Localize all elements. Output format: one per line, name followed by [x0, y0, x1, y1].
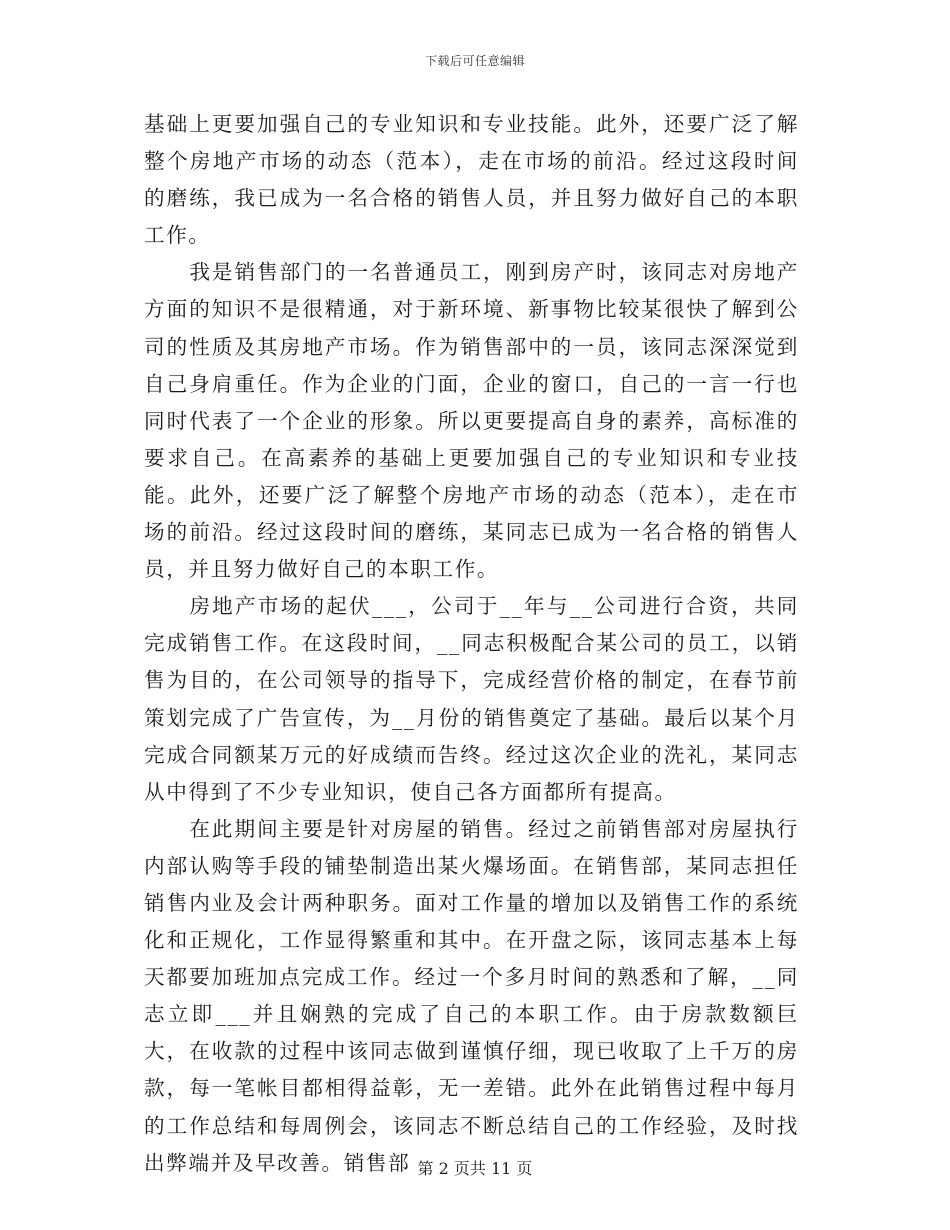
page-footer: 第 2 页共 11 页: [417, 1159, 533, 1178]
paragraph-1: 基础上更要加强自己的专业知识和专业技能。此外，还要广泛了解整个房地产市场的动态（范本），走在市场的前沿。经过这段时间的磨练，我已成为一名合格的销售人员，并且努力做好自己的本职工作。: [144, 112, 799, 248]
document-body: [144, 106, 799, 1182]
page-header: 下载后可任意编辑: [424, 54, 525, 68]
paragraph-2: 我是销售部门的一名普通员工，刚到房产时，该同志对房地产方面的知识不是很精通，对于新环境、新事物比较某很快了解到公司的性质及其房地产市场。作为销售部中的一员，该同志深深觉到自己身肩重任。作为企业的门面，企业的窗口，自己的一言一行也同时代表了一个企业的形象。所以更要提高自身的素养，高标准的要求自己。在高素养的基础上更要加强自己的专业知识和专业技能。此外，还要广泛了解整个房地产市场的动态（范本），走在市场的前沿。经过这段时间的磨练，某同志已成为一名合格的销售人员，并且努力做好自己的本职工作。: [144, 260, 799, 582]
paragraph-4: 在此期间主要是针对房屋的销售。经过之前销售部对房屋执行内部认购等手段的铺垫制造出某火爆场面。在销售部，某同志担任销售内业及会计两种职务。面对工作量的增加以及销售工作的系统化和正规化，工作显得繁重和其中。在开盘之际，该同志基本上每天都要加班加点完成工作。经过一个多月时间的熟悉和了解，__同志立即___并且娴熟的完成了自己的本职工作。由于房款数额巨大，在收款的过程中该同志做到谨慎仔细，现已收取了上千万的房款，每一笔帐目都相得益彰，无一差错。此外在此销售过程中每月的工作总结和每周例会，该同志不断总结自己的工作经验，及时找出弊端并及早改善。销售部: [144, 816, 799, 1175]
paragraph-3: 房地产市场的起伏___，公司于__年与__公司进行合资，共同完成销售工作。在这段时间，__同志积极配合某公司的员工，以销售为目的，在公司领导的指导下，完成经营价格的制定，在春节前策划完成了广告宣传，为__月份的销售奠定了基础。最后以某个月完成合同额某万元的好成绩而告终。经过这次企业的洗礼，某同志从中得到了不少专业知识，使自己各方面都所有提高。: [144, 594, 799, 804]
